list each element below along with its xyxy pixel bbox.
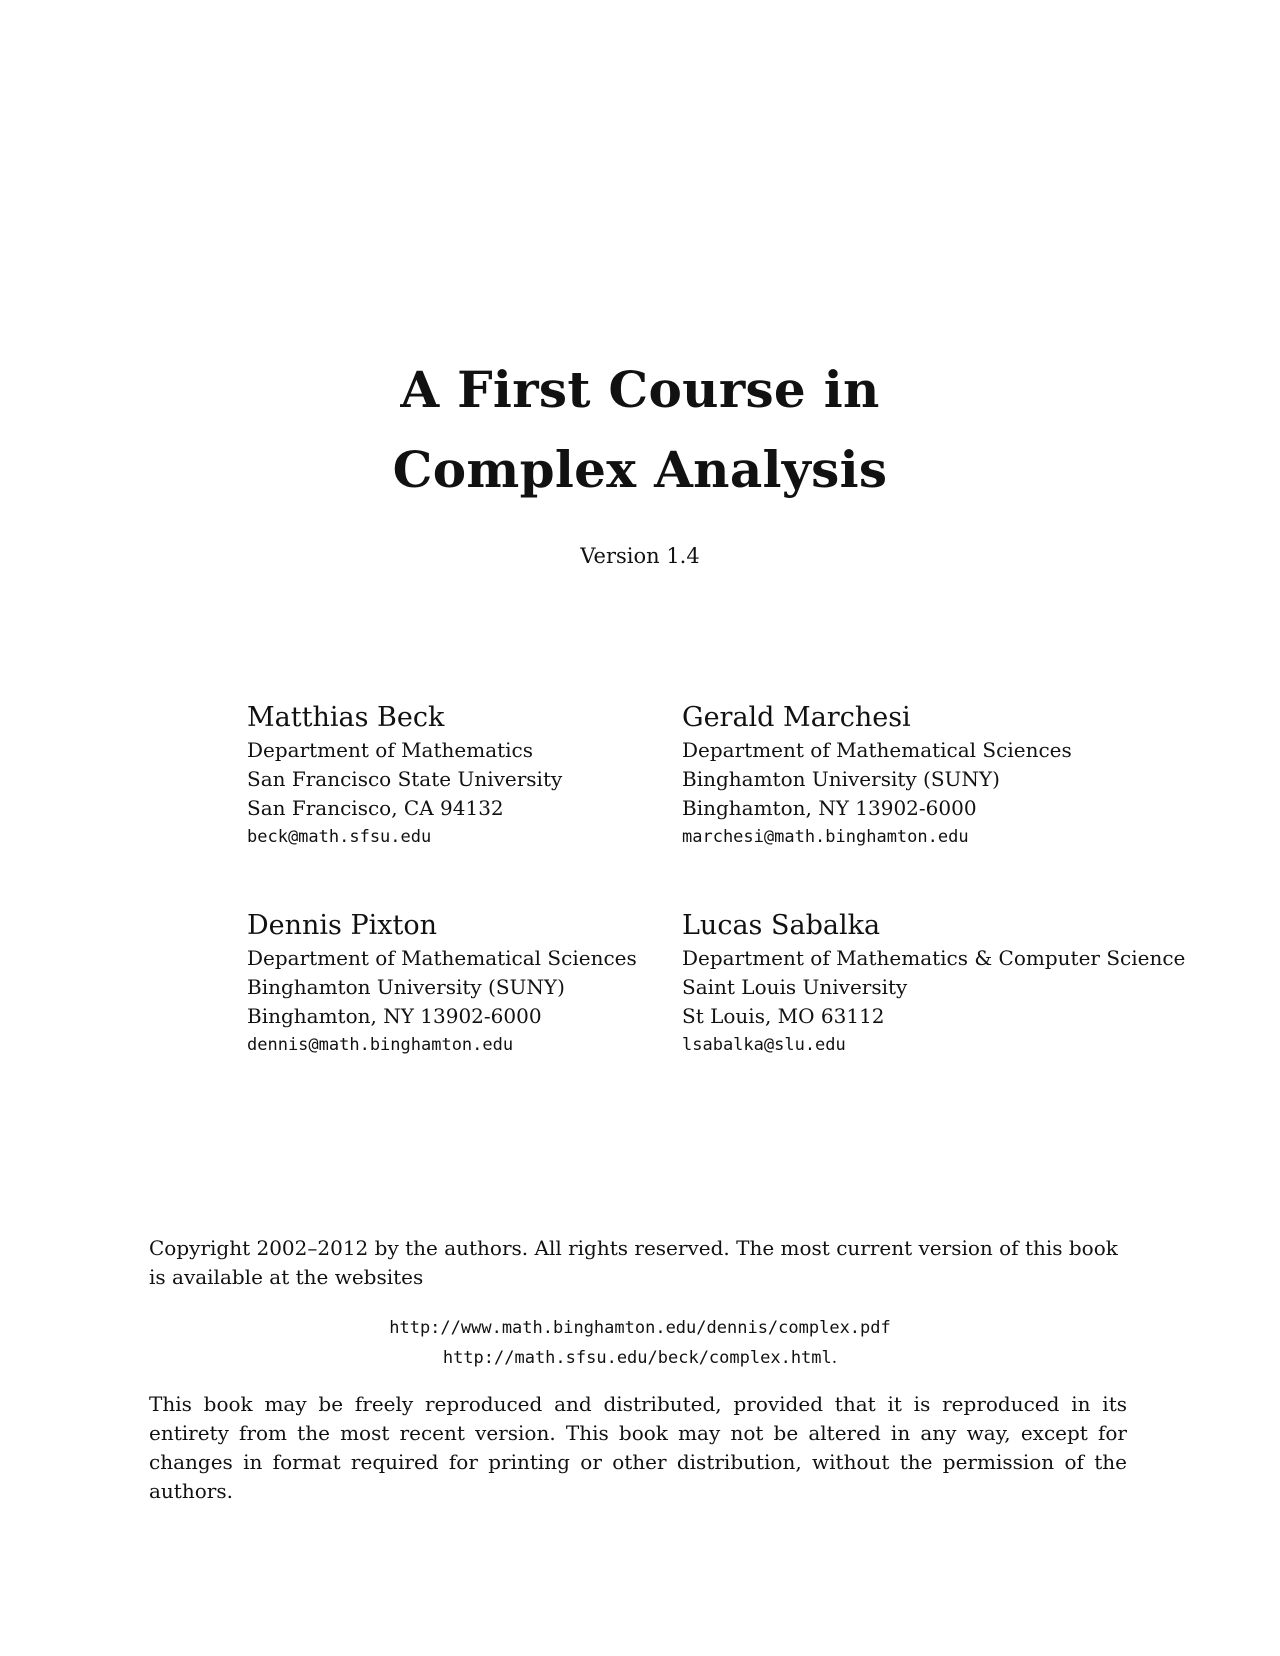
book-title-line-2: Complex Analysis bbox=[392, 440, 888, 499]
author-name: Dennis Pixton bbox=[247, 910, 438, 941]
author-institution: Binghamton University (SUNY) bbox=[247, 975, 565, 999]
author-email: lsabalka@slu.edu bbox=[682, 1035, 846, 1055]
author-address: Binghamton, NY 13902-6000 bbox=[682, 796, 977, 820]
website-url-html: http://math.sfsu.edu/beck/complex.html bbox=[442, 1348, 832, 1368]
title-block bbox=[0, 350, 1280, 568]
version-label: Version 1.4 bbox=[580, 544, 700, 568]
book-title-line-1: A First Course in bbox=[400, 360, 880, 419]
author-name: Lucas Sabalka bbox=[682, 910, 881, 941]
author-email: marchesi@math.binghamton.edu bbox=[682, 827, 969, 847]
copyright-notice: Copyright 2002–2012 by the authors. All rights reserved. The most current version of this book is available at the websites bbox=[149, 1236, 1118, 1289]
author-address: Binghamton, NY 13902-6000 bbox=[247, 1004, 542, 1028]
author-name: Matthias Beck bbox=[247, 702, 445, 733]
author-name: Gerald Marchesi bbox=[682, 702, 911, 733]
website-url-pdf: http://www.math.binghamton.edu/dennis/complex.pdf bbox=[389, 1318, 891, 1338]
author-address: San Francisco, CA 94132 bbox=[247, 796, 504, 820]
license-notice: This book may be freely reproduced and distributed, provided that it is reproduced in its entirety from the most recent version. This book may not be altered in any way, except for changes in format required for printing or other distribution, without the permission of the authors. bbox=[149, 1392, 1127, 1503]
website-url-html-line bbox=[0, 1343, 1280, 1373]
author-institution: San Francisco State University bbox=[247, 767, 563, 791]
author-department: Department of Mathematics bbox=[247, 738, 534, 762]
author-block bbox=[682, 910, 1202, 1060]
author-department: Department of Mathematical Sciences bbox=[247, 946, 637, 970]
author-institution: Saint Louis University bbox=[682, 975, 908, 999]
author-email: dennis@math.binghamton.edu bbox=[247, 1035, 514, 1055]
author-institution: Binghamton University (SUNY) bbox=[682, 767, 1000, 791]
author-department: Department of Mathematical Sciences bbox=[682, 738, 1072, 762]
author-email: beck@math.sfsu.edu bbox=[247, 827, 432, 847]
url-period: . bbox=[831, 1348, 838, 1368]
author-department: Department of Mathematics & Computer Science bbox=[682, 946, 1186, 970]
author-address: St Louis, MO 63112 bbox=[682, 1004, 885, 1028]
website-urls bbox=[0, 1313, 1280, 1373]
author-block bbox=[682, 702, 1202, 852]
